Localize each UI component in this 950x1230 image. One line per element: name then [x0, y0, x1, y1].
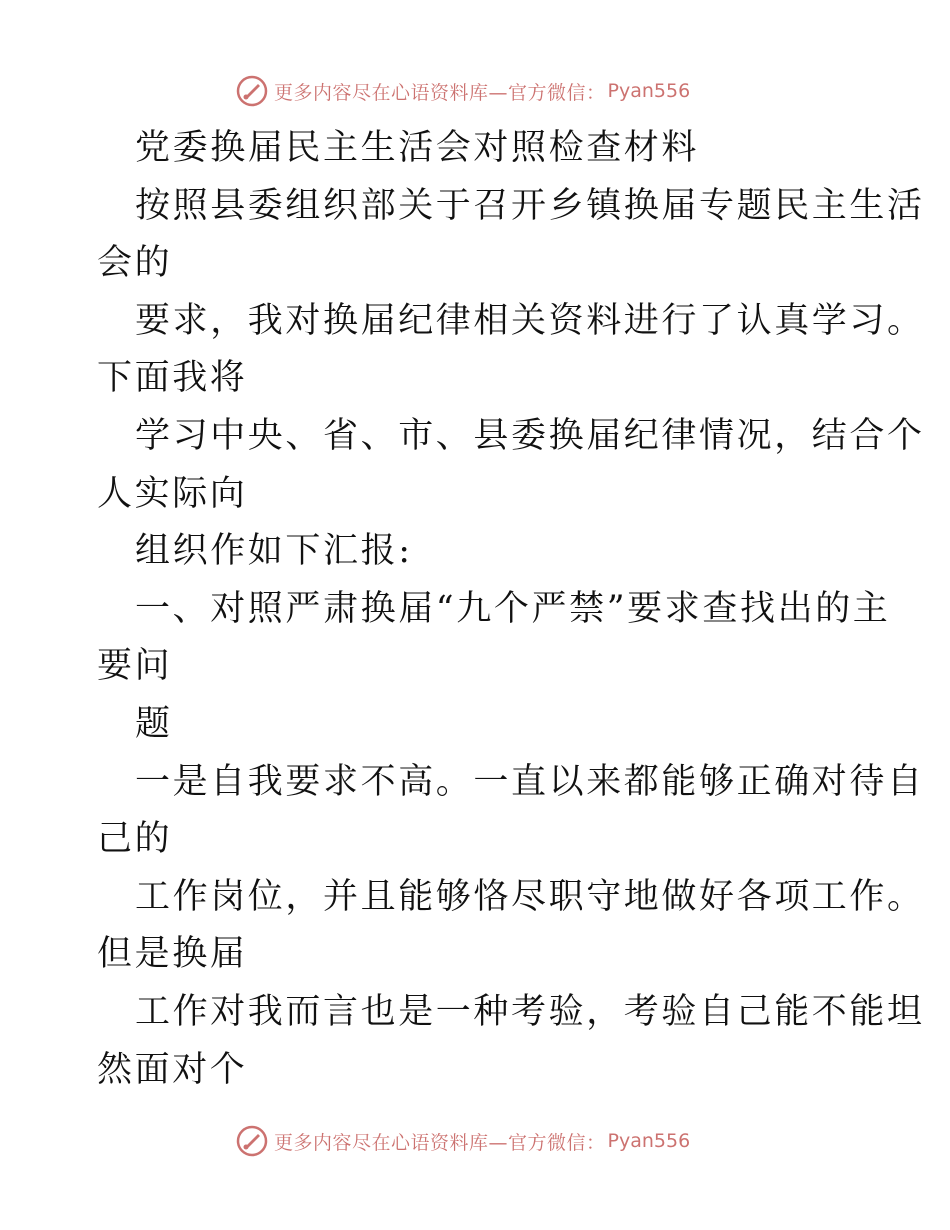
text-line: 工作岗位，并且能够恪尽职守地做好各项工作。: [135, 876, 925, 917]
text-line: 会的: [97, 243, 173, 284]
text-line: 一、对照严肃换届“九个严禁”要求查找出的主: [135, 588, 891, 629]
watermark-account: Pyan556: [607, 80, 691, 102]
text-line: 题: [135, 703, 173, 744]
red-stamp-logo-icon: [236, 75, 268, 107]
text-line: 工作对我而言也是一种考验，考验自己能不能坦: [135, 991, 925, 1032]
header-watermark: [236, 74, 690, 108]
text-line: 但是换届: [97, 934, 248, 975]
watermark-text: 更多内容尽在心语资料库—官方微信：: [274, 1131, 606, 1154]
text-line: 要求，我对换届纪律相关资料进行了认真学习。: [135, 300, 925, 341]
footer-watermark: [236, 1124, 690, 1158]
text-line: 学习中央、省、市、县委换届纪律情况，结合个: [135, 415, 925, 456]
watermark-text: 更多内容尽在心语资料库—官方微信：: [274, 81, 606, 104]
text-line: 按照县委组织部关于召开乡镇换届专题民主生活: [135, 185, 925, 226]
text-line: 要问: [97, 646, 173, 687]
document-body: [97, 120, 925, 1099]
text-line: 组织作如下汇报:: [135, 531, 413, 572]
watermark-account: Pyan556: [607, 1130, 691, 1152]
text-line: 己的: [97, 819, 173, 860]
text-line: 然面对个: [97, 1049, 248, 1090]
red-stamp-logo-icon: [236, 1125, 268, 1157]
text-line: 下面我将: [97, 358, 248, 399]
text-line: 人实际向: [97, 473, 248, 514]
document-title: 党委换届民主生活会对照检查材料: [135, 128, 700, 168]
text-line: 一是自我要求不高。一直以来都能够正确对待自: [135, 761, 925, 802]
